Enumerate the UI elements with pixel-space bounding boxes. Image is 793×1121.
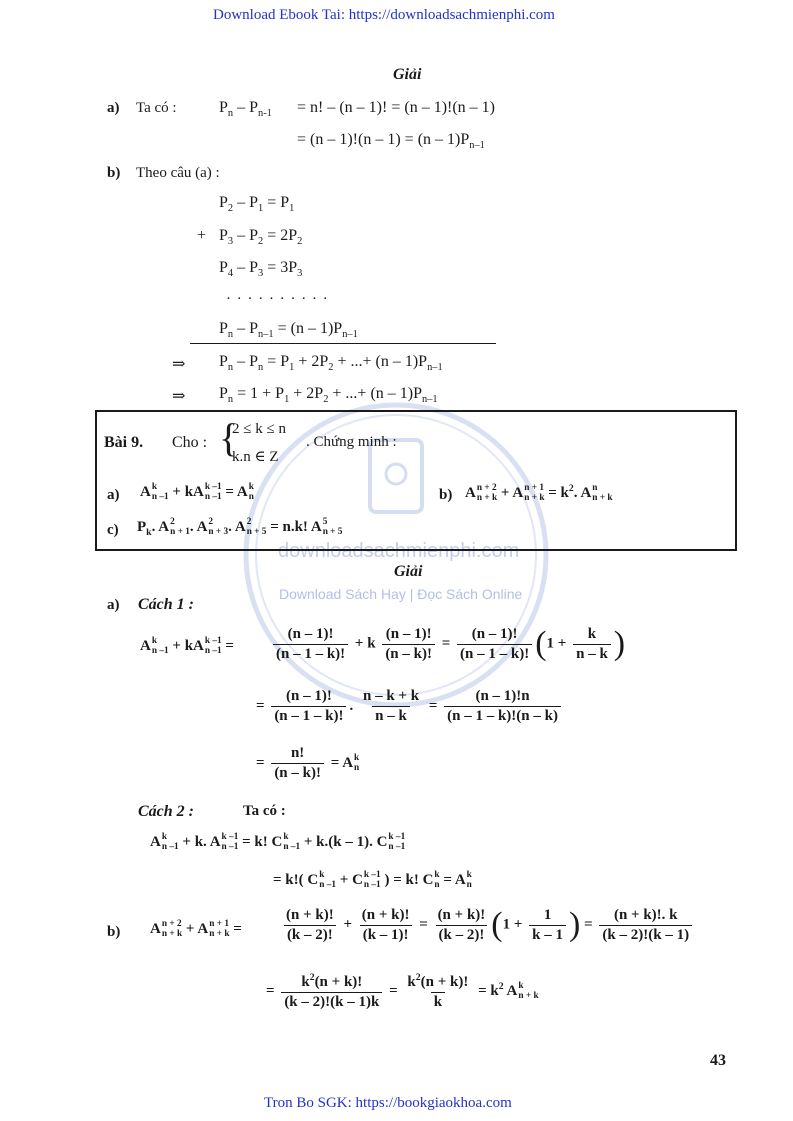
sum-rule: [190, 343, 496, 344]
cach2-line1: A k n –1 + k. A k –1 n –1 = k! C k n –1 + k.(k – 1). C k –1 n –1: [150, 832, 406, 852]
problem-b-formula: A n + 2 n + k + A n + 1 n + k = $k^2$. A n n + k: [465, 482, 613, 503]
sum-line-n: $P_n - P_{n-1} = (n - 1)P_{n-1}$: [219, 320, 358, 341]
cach1-line2: = $\frac{(n - 1)!}{(n - 1 - k)!}$ . $\frac{n - k + k}{n - k}$ = $\frac{(n - 1)!n}{(n - 1 - k)!(n - k)}$: [256, 688, 564, 725]
section1-title: Giải: [393, 66, 422, 83]
problem-c-formula: $P_k$. A 2 n + 1 . A 2 n + 3 . A 2 n + 5 = n.k! A 5 n + 5: [137, 517, 343, 539]
part2-b-label: b): [107, 924, 121, 940]
sum-result-1: $P_n - P_n = P_1 + 2P_2$ + ...+ $(n - 1)P_{n-1}$: [219, 353, 443, 374]
sum-line-3: $P_4 - P_3 = 3P_3$: [219, 259, 303, 280]
cach1-rhs: $\frac{(n - 1)!}{(n - 1 - k)!}$ + k $\frac{(n - 1)!}{(n - k)!}$ = $\frac{(n - 1)!}{(n - 1 - k)!}$ (1 + $\frac{k}{n - k}$ ): [270, 625, 625, 663]
problem-cho: Cho :: [172, 434, 208, 451]
problem-b-label: b): [439, 487, 453, 503]
part-a-intro: Ta có :: [136, 100, 177, 116]
problem-prove: . Chứng minh :: [306, 434, 397, 450]
cach1-line3: = $\frac{n!}{(n - k)!}$ = A k n: [256, 745, 360, 781]
part-b-lhs: A n + 2 n + k + A n + 1 n + k =: [150, 919, 242, 939]
part-b-label: b): [107, 165, 121, 181]
problem-c-label: c): [107, 522, 119, 538]
part-b-intro: Theo câu (a) :: [136, 165, 220, 181]
part-b-rhs: $\frac{(n + k)!}{(k - 2)!}$ + $\frac{(n + k)!}{(k - 1)!}$ = $\frac{(n + k)!}{(k - 2)!}$ (1 + $\frac{1}{k - 1}$ ) = $\frac{(n + k)!. k}{(k - 2)!(k - 1)}$: [280, 906, 695, 944]
part2-a-label: a): [107, 597, 120, 613]
watermark-site: downloadsachmienphi.com: [278, 540, 520, 562]
page-number: 43: [710, 1052, 726, 1069]
implies-arrow-2: ⇒: [172, 388, 186, 405]
cach1-lhs: A k n –1 + kA k –1 n –1 =: [140, 636, 234, 656]
sum-line-2: $P_3 - P_2 = 2P_2$: [219, 227, 303, 248]
implies-arrow-1: ⇒: [172, 356, 186, 373]
eq-a1-lhs: $P_n - P_{n-1}$: [219, 99, 272, 120]
sum-line-1: $P_2 - P_1 = P_1$: [219, 194, 295, 215]
sum-dots: · · · · · · · · · ·: [226, 291, 329, 307]
part-a-label: a): [107, 100, 120, 116]
condition-2: k.n ∈ Z: [232, 449, 279, 465]
cach2-line2: = k!( C k n –1 + C k –1 n –1 ) = k! C k n = A k n: [273, 870, 472, 890]
method-2-label: Cách 2 :: [138, 803, 194, 820]
sum-result-2: $P_n = 1 + P_1 + 2P_2$ + ...+ $(n - 1)P_{n-1}$: [219, 385, 438, 406]
method-1-label: Cách 1 :: [138, 596, 194, 613]
eq-a1-rhs: = n! – (n – 1)! = (n – 1)!(n – 1): [297, 99, 495, 116]
eq-a2: = $(n - 1)!(n - 1) = (n - 1)P_{n-1}$: [297, 131, 485, 152]
problem-a-label: a): [107, 487, 120, 503]
watermark-tagline: Download Sách Hay | Đọc Sách Online: [279, 586, 523, 602]
part-b-line2: = $\frac{k^2(n + k)!}{(k - 2)!(k - 1)k}$ = $\frac{k^2(n + k)!}{k}$ = $k^2$ A k n + k: [266, 972, 539, 1010]
brace: {: [219, 415, 239, 460]
method-2-intro: Ta có :: [243, 803, 286, 819]
problem-a-formula: A k n –1 + kA k –1 n –1 = A k n: [140, 482, 254, 502]
header-link[interactable]: Download Ebook Tai: https://downloadsachmienphi.com: [213, 7, 555, 23]
condition-1: 2 ≤ k ≤ n: [232, 421, 286, 437]
plus-sign: +: [197, 227, 207, 244]
problem-label: Bài 9.: [104, 434, 144, 451]
footer-link[interactable]: Tron Bo SGK: https://bookgiaokhoa.com: [264, 1095, 512, 1111]
section2-title: Giải: [394, 563, 423, 580]
